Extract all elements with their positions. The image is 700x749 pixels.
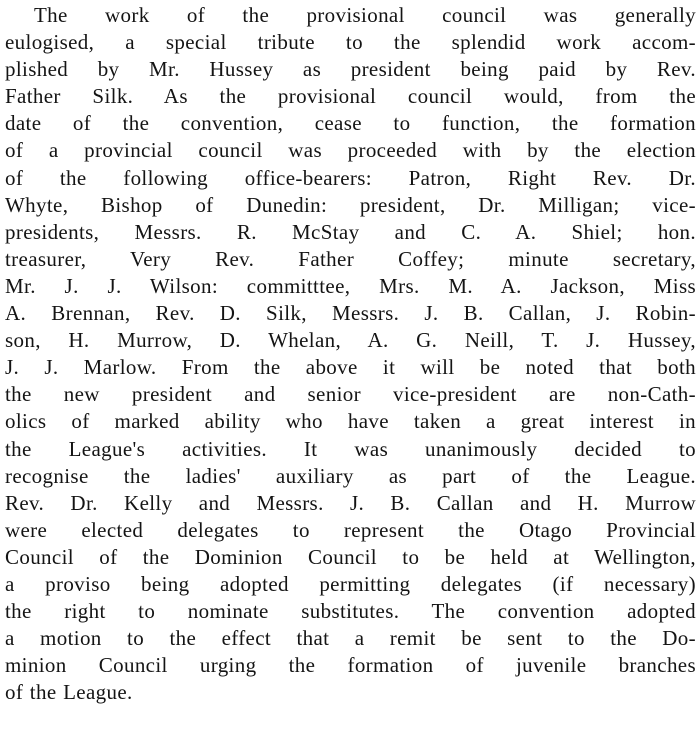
text-line: of the League. bbox=[5, 680, 133, 705]
text-line: plished by Mr. Hussey as president being paid by Rev. bbox=[5, 57, 696, 82]
text-line: of a provincial council was proceeded with by the election bbox=[5, 138, 696, 163]
text-line: J. J. Marlow. From the above it will be noted that both bbox=[5, 355, 696, 380]
text-line: The work of the provisional council was generally bbox=[34, 3, 696, 27]
text-line: the new president and senior vice-president are non-Cath- bbox=[5, 382, 696, 407]
text-line: the right to nominate substitutes. The convention adopted bbox=[5, 599, 696, 624]
text-line: A. Brennan, Rev. D. Silk, Messrs. J. B. Callan, J. Robin- bbox=[5, 301, 696, 326]
text-line: were elected delegates to represent the Otago Provincial bbox=[5, 517, 696, 542]
text-line: the League's activities. It was unanimously decided to bbox=[5, 436, 696, 461]
text-line: Mr. J. J. Wilson: committtee, Mrs. M. A. Jackson, Miss bbox=[5, 273, 696, 298]
text-line: Council of the Dominion Council to be held at Wellington, bbox=[5, 544, 696, 569]
text-line: a proviso being adopted permitting delegates (if necessary) bbox=[5, 571, 696, 596]
text-line: recognise the ladies' auxiliary as part of the League. bbox=[5, 463, 696, 488]
text-line: son, H. Murrow, D. Whelan, A. G. Neill, T. J. Hussey, bbox=[5, 328, 696, 353]
text-line: olics of marked ability who have taken a great interest in bbox=[5, 409, 696, 434]
text-line: eulogised, a special tribute to the splendid work accom- bbox=[5, 30, 696, 55]
text-line: minion Council urging the formation of juvenile branches bbox=[5, 653, 696, 678]
text-line: date of the convention, cease to function, the formation bbox=[5, 111, 696, 136]
text-line: treasurer, Very Rev. Father Coffey; minute secretary, bbox=[5, 246, 696, 271]
article-paragraph bbox=[0, 2, 700, 706]
text-line: Rev. Dr. Kelly and Messrs. J. B. Callan and H. Murrow bbox=[5, 490, 696, 515]
text-line: Father Silk. As the provisional council would, from the bbox=[5, 84, 696, 109]
text-line: of the following office-bearers: Patron, Right Rev. Dr. bbox=[5, 165, 696, 190]
text-line: a motion to the effect that a remit be sent to the Do- bbox=[5, 626, 696, 651]
text-line: Whyte, Bishop of Dunedin: president, Dr. Milligan; vice- bbox=[5, 192, 696, 217]
text-line: presidents, Messrs. R. McStay and C. A. Shiel; hon. bbox=[5, 219, 696, 244]
